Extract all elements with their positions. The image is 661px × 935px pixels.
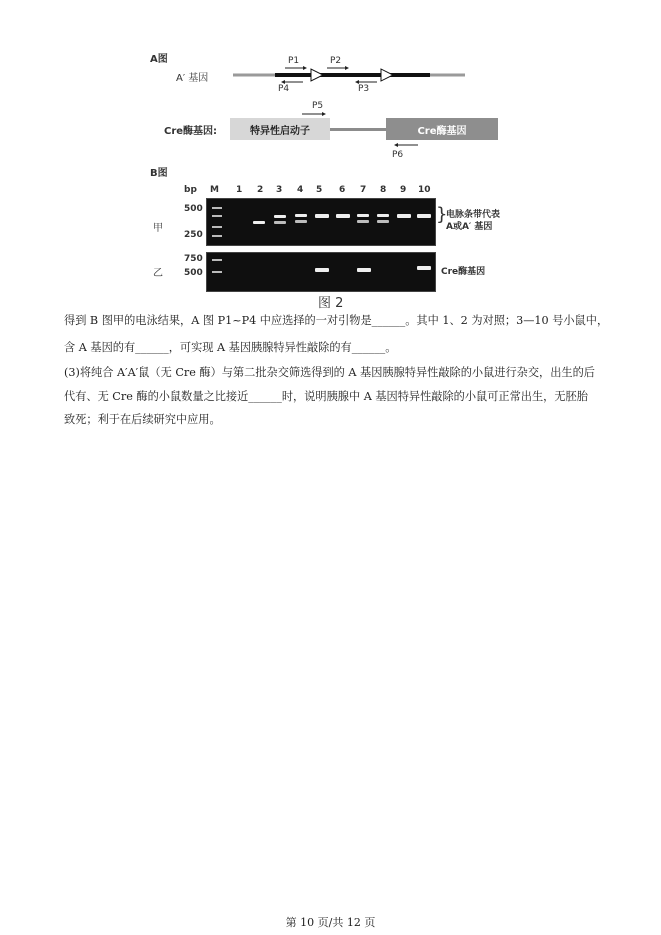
lane-label-7: 7 [360, 185, 367, 195]
gel-band [357, 220, 369, 223]
gel-yi-row-label: 乙 [153, 268, 163, 279]
lane-label-5: 5 [316, 185, 323, 195]
ladder-band [212, 207, 222, 209]
question-line-3: (3)将纯合 A′A′鼠（无 Cre 酶）与第二批杂交筛选得到的 A 基因胰腺特异性敲除的小鼠进行杂交，出生的后 [64, 366, 595, 379]
lane-label-6: 6 [339, 185, 346, 195]
cre-gene-label: Cre酶基因: [164, 126, 218, 137]
gel-band [357, 214, 369, 217]
gel-band [295, 220, 307, 223]
gel-yi-marker-500: 500 [184, 268, 203, 278]
lane-label-9: 9 [400, 185, 407, 195]
panel-b-label: B图 [150, 168, 168, 179]
gel-jia-legend-line1: 电脉条带代表 [446, 210, 501, 220]
gel-band [274, 221, 286, 224]
gel-jia-row-label: 甲 [153, 223, 163, 234]
gel-band [295, 214, 307, 217]
lane-label-3: 3 [276, 185, 283, 195]
gel-band [377, 220, 389, 223]
primer-p5-arrow [300, 110, 330, 118]
figure-caption: 图 2 [318, 296, 344, 311]
ladder-band [212, 226, 222, 228]
primer-p6-arrow [392, 141, 422, 149]
cre-enzyme-box: Cre酶基因 [386, 118, 498, 140]
lane-label-m: M [210, 185, 219, 195]
panel-a-label: A图 [150, 54, 168, 65]
ladder-band [212, 215, 222, 217]
lane-label-1: 1 [236, 185, 243, 195]
gel-band [274, 215, 286, 218]
promoter-box: 特异性启动子 [230, 118, 330, 140]
gel-band [417, 214, 431, 218]
ladder-band [212, 235, 222, 237]
primer-p2-label: P2 [330, 56, 342, 66]
cre-linker [330, 128, 386, 131]
question-line-2: 含 A 基因的有______，可实现 A 基因胰腺特异性敲除的有______。 [64, 341, 397, 354]
gel-jia-marker-500: 500 [184, 204, 203, 214]
gel-jia-marker-250: 250 [184, 230, 203, 240]
lane-label-4: 4 [297, 185, 304, 195]
question-line-1: 得到 B 图甲的电泳结果，A 图 P1~P4 中应选择的一对引物是______。其中 1、2 为对照；3—10 号小鼠中， [64, 314, 609, 327]
question-line-4: 代有、无 Cre 酶的小鼠数量之比接近______时，说明胰腺中 A 基因特异性敲除的小鼠可正常出生，无胚胎 [64, 390, 588, 403]
a-gene-diagram [225, 55, 475, 100]
lane-label-2: 2 [257, 185, 264, 195]
gel-band [315, 214, 329, 218]
primer-p4-label: P4 [278, 84, 290, 94]
gel-band [315, 268, 329, 272]
primer-p6-label: P6 [392, 150, 404, 160]
ladder-band [212, 259, 222, 261]
page-footer: 第 10 页/共 12 页 [285, 916, 376, 929]
question-line-5: 致死；利于在后续研究中应用。 [64, 413, 221, 426]
primer-p5-label: P5 [312, 101, 324, 111]
gel-band [357, 268, 371, 272]
gel-band [377, 214, 389, 217]
gel-yi [206, 252, 436, 292]
a-gene-label: A′ 基因 [176, 73, 209, 84]
bp-label: bp [184, 185, 197, 195]
gel-jia-legend-line2: A或A′ 基因 [446, 222, 493, 232]
loxp-site-1 [311, 69, 323, 81]
primer-p3-label: P3 [358, 84, 370, 94]
primer-p1-label: P1 [288, 56, 300, 66]
gel-jia [206, 198, 436, 246]
gel-band [336, 214, 350, 218]
lane-label-8: 8 [380, 185, 387, 195]
gel-band [397, 214, 411, 218]
loxp-site-2 [381, 69, 393, 81]
legend-brace: } [436, 204, 448, 225]
gel-band [417, 266, 431, 270]
gel-band [253, 221, 265, 224]
gel-yi-marker-750: 750 [184, 254, 203, 264]
gel-yi-legend: Cre酶基因 [441, 267, 486, 277]
lane-label-10: 10 [418, 185, 431, 195]
ladder-band [212, 271, 222, 273]
